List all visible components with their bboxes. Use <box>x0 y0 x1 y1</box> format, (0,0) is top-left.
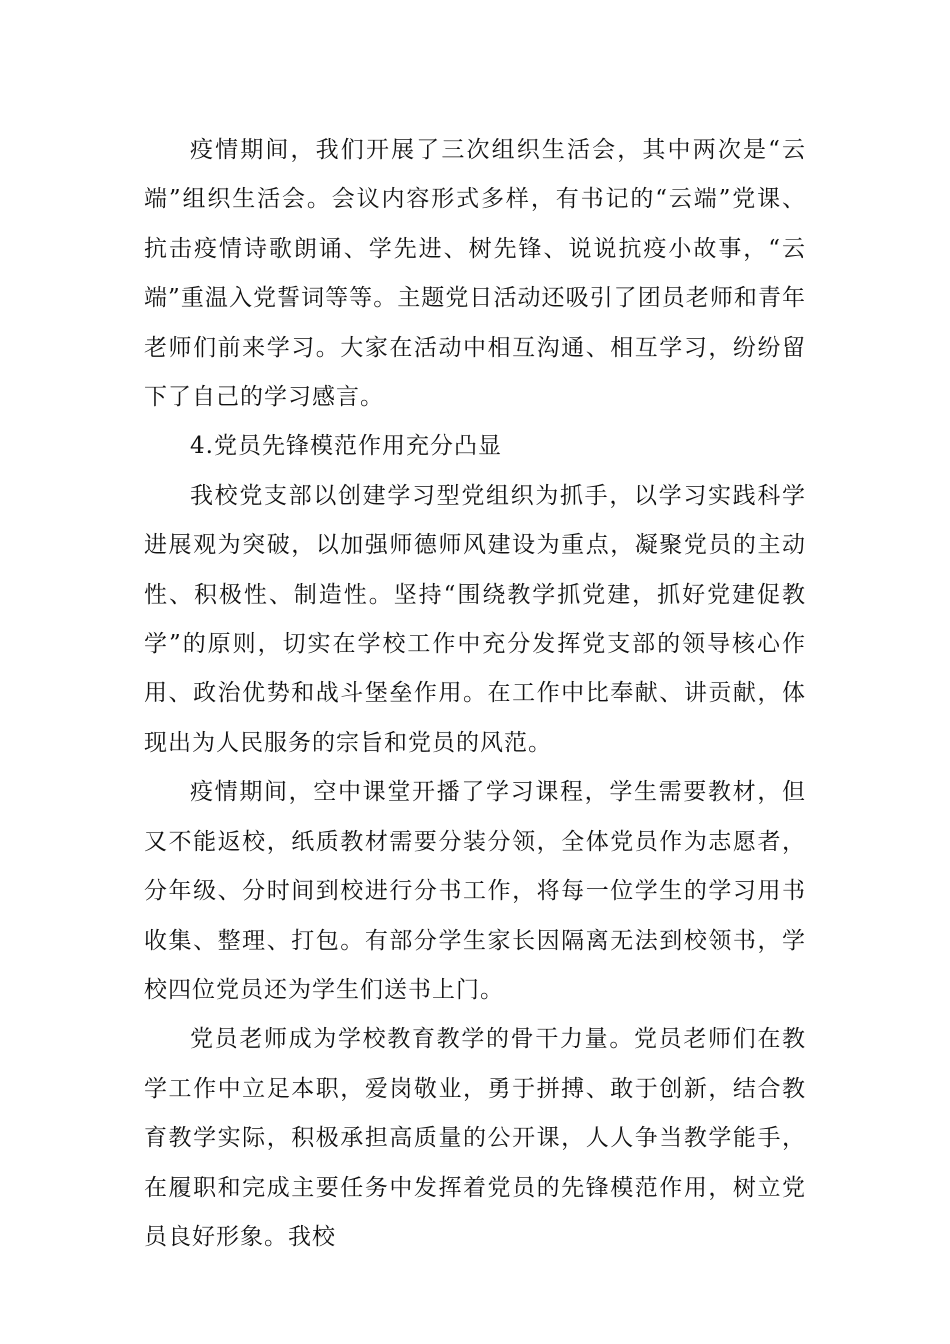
paragraph-online-meetings: 疫情期间，我们开展了三次组织生活会，其中两次是“云端”组织生活会。会议内容形式多样，有书记的“云端”党课、抗击疫情诗歌朗诵、学先进、树先锋、说说抗疫小故事，“云端”重温入党誓词等等。主题党日活动还吸引了团员老师和青年老师们前来学习。大家在活动中相互沟通、相互学习，纷纷留下了自己的学习感言。 <box>144 137 806 411</box>
paragraph-teacher-backbone: 党员老师成为学校教育教学的骨干力量。党员老师们在教学工作中立足本职，爱岗敬业，勇于拼搏、敢于创新，结合教育教学实际，积极承担高质量的公开课，人人争当教学能手，在履职和完成主要任务中发挥着党员的先锋模范作用，树立党员良好形象。我校 <box>144 1026 806 1250</box>
document-body <box>144 126 806 1262</box>
section-heading-vanguard-role: 4.党员先锋模范作用充分凸显 <box>190 433 502 460</box>
paragraph-party-branch: 我校党支部以创建学习型党组织为抓手，以学习实践科学进展观为突破，以加强师德师风建设为重点，凝聚党员的主动性、积极性、制造性。坚持“围绕教学抓党建，抓好党建促教学”的原则，切实在学校工作中充分发挥党支部的领导核心作用、政治优势和战斗堡垒作用。在工作中比奉献、讲贡献，体现出为人民服务的宗旨和党员的风范。 <box>144 482 806 756</box>
paragraph-textbook-distribution: 疫情期间，空中课堂开播了学习课程，学生需要教材，但又不能返校，纸质教材需要分装分领，全体党员作为志愿者，分年级、分时间到校进行分书工作，将每一位学生的学习用书收集、整理、打包。有部分学生家长因隔离无法到校领书，学校四位党员还为学生们送书上门。 <box>144 779 806 1003</box>
